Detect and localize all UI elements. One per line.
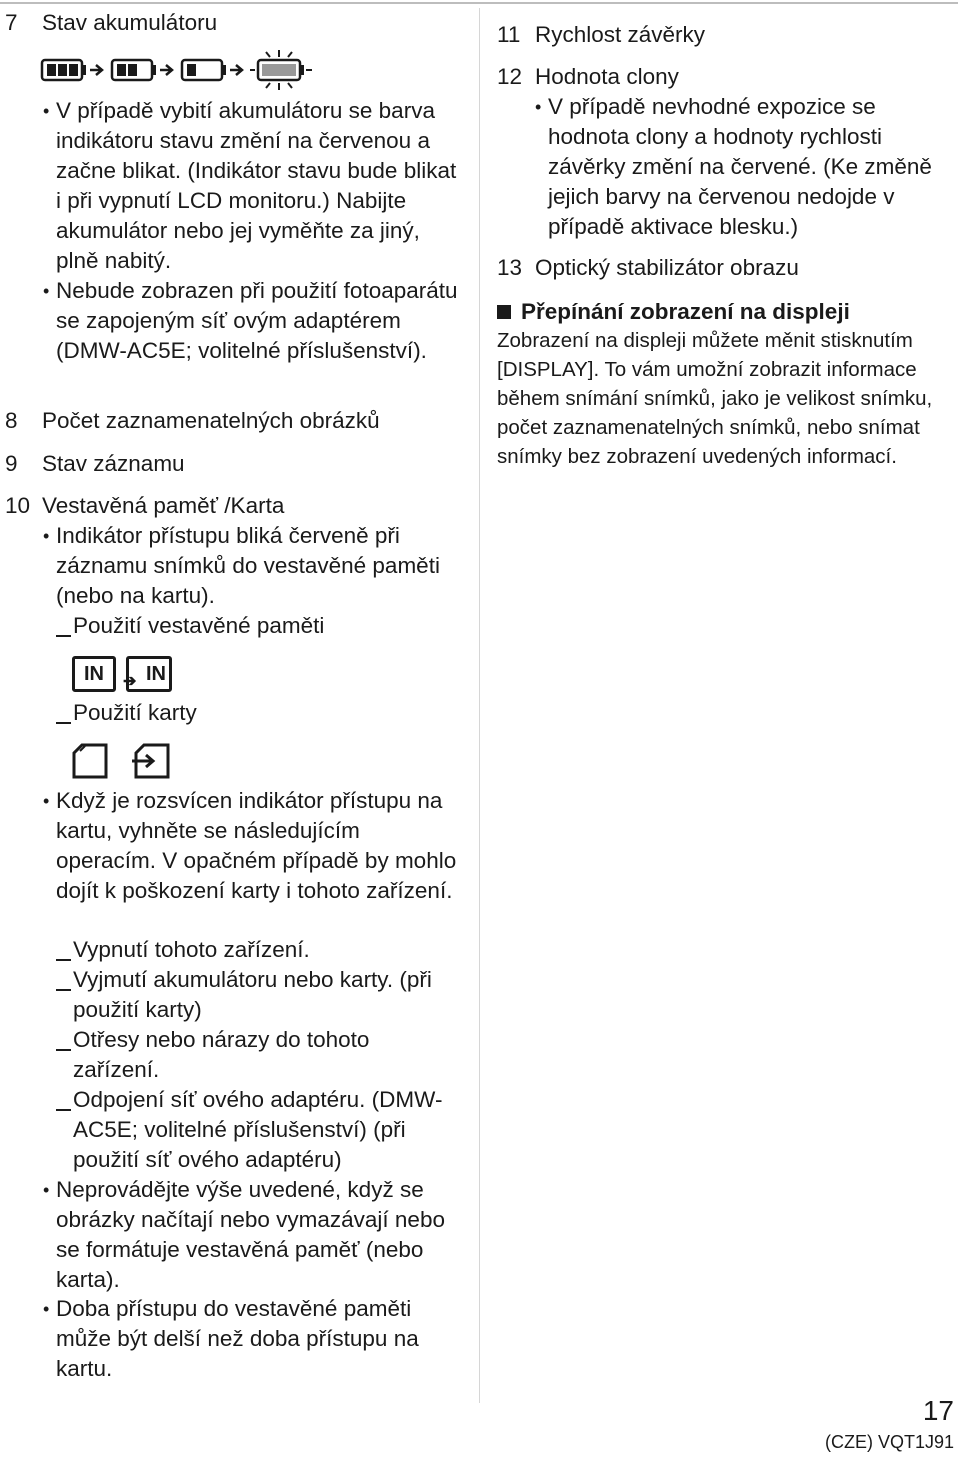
internal-memory-access-icon: ➔ IN [126,656,172,692]
item-number: 8 [5,408,18,433]
item-number: 10 [5,493,31,518]
battery-status-icon [40,48,320,92]
bullet-10c: • Neprovádějte výše uvedené, když se obrázky načítají nebo vymazávají nebo se formátuje vestavěná paměť (nebo karta). [43,1175,463,1295]
item-number: 9 [5,451,18,476]
footer-code: (CZE) VQT1J91 [824,1432,954,1452]
item-label: Počet zaznamenatelných obrázků [42,408,380,433]
square-bullet-icon [497,305,511,319]
dash-b1: Vypnutí tohoto zařízení. [56,935,310,965]
bullet-12: • V případě nevhodné expozice se hodnota clony a hodnoty rychlosti závěrky změní na červené. (Ke změně jejich barvy na červenou nedojde v případě aktivace blesku.) [535,92,955,242]
item-8 [0,406,380,436]
dash-internal-memory: Použití vestavěné paměti [56,611,324,641]
item-10 [0,491,284,521]
page-number: 17 [922,1395,954,1426]
card-icons [72,743,170,779]
item-label: Hodnota clony [535,64,679,89]
section-title: Přepínání zobrazení na displeji [521,299,850,324]
bullet-10d: • Doba přístupu do vestavěné paměti může být delší než doba přístupu na kartu. [43,1294,463,1384]
item-9 [0,449,185,479]
dash-b4: Odpojení síť ového adaptéru. (DMW-AC5E; volitelné příslušenství) (při použití síť ového adaptéru) [56,1085,466,1175]
column-divider [479,8,480,1403]
sd-card-icon [72,743,108,779]
item-12 [497,62,679,92]
top-rule [0,2,958,4]
item-label: Stav záznamu [42,451,185,476]
dash-card: Použití karty [56,698,197,728]
dash-b3: Otřesy nebo nárazy do tohoto zařízení. [56,1025,416,1085]
item-number: 11 [497,22,521,47]
internal-memory-icons [72,656,172,692]
item-label: Optický stabilizátor obrazu [535,255,799,280]
bullet-10a: • Indikátor přístupu bliká červeně při záznamu snímků do vestavěné paměti (nebo na kartu). [43,521,463,611]
bullet-7b: • Nebude zobrazen při použití fotoaparátu se zapojeným síť ovým adaptérem (DMW-AC5E; volitelné příslušenství). [43,276,463,366]
item-number: 13 [497,255,523,280]
item-label: Stav akumulátoru [42,10,218,35]
section-body: Zobrazení na displeji můžete měnit stisknutím [DISPLAY]. To vám umožní zobrazit informace během snímání snímků, jako je velikost snímku, počet zaznamenatelných snímků, nebo snímat snímky bez zobrazení uvedených informací. [497,329,933,468]
item-label: Vestavěná paměť /Karta [42,493,285,518]
item-7 [0,8,217,38]
bullet-7a: • V případě vybití akumulátoru se barva indikátoru stavu změní na červenou a začne blikat. (Indikátor stavu bude blikat i při vypnutí LCD monitoru.) Nabijte akumulátor nebo jej vyměňte za jiný, plně nabitý. [43,96,463,276]
section-heading [497,297,850,327]
dash-b2: Vyjmutí akumulátoru nebo karty. (při použití karty) [56,965,466,1025]
internal-memory-icon: IN [72,656,116,692]
arrow-right-icon: ➔ [123,673,137,690]
item-label: Rychlost závěrky [535,22,706,47]
sd-card-access-icon [130,743,170,779]
item-number: 7 [5,10,18,35]
item-13 [497,253,799,283]
item-number: 12 [497,64,523,89]
battery-icons [40,48,320,92]
item-11 [497,20,705,50]
bullet-10b: • Když je rozsvícen indikátor přístupu na kartu, vyhněte se následujícím operacím. V opačném případě by mohlo dojít k poškození karty i tohoto zařízení. [43,786,463,906]
